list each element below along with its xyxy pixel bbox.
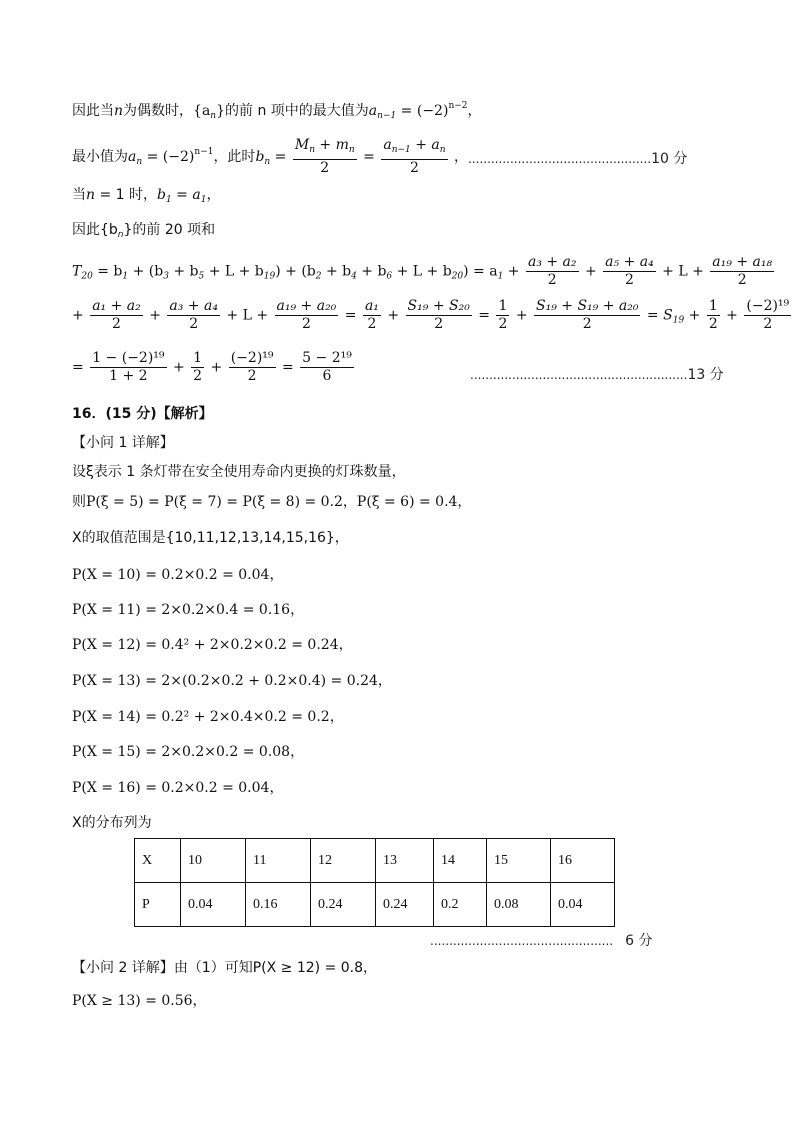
denominator: 2	[193, 368, 203, 384]
sub: 4	[351, 271, 357, 282]
text: =	[72, 359, 89, 376]
table-cell: 0.04	[551, 883, 615, 927]
denominator: 2	[582, 316, 592, 332]
fraction	[275, 298, 339, 333]
var-n: n	[86, 187, 96, 203]
line-1	[72, 100, 482, 121]
numerator: a₁	[364, 298, 379, 314]
table-cell: 0.08	[487, 883, 551, 927]
paragraph: 设ξ表示 1 条灯带在安全使用寿命内更换的灯珠数量，	[72, 464, 406, 480]
fraction	[381, 137, 447, 177]
distribution-table	[134, 838, 615, 927]
denominator: 2	[498, 316, 508, 332]
sub: 1	[200, 195, 207, 205]
numerator: 1	[498, 298, 508, 314]
numerator: S₁₉ + S₁₉ + a₂₀	[536, 298, 639, 314]
numerator: a₅ + a₄	[605, 254, 654, 270]
denominator: 2	[737, 272, 747, 288]
sub: 6	[386, 271, 393, 282]
table-cell: 11	[246, 839, 311, 883]
text: 的前 n 项中的最大值为	[225, 103, 369, 119]
sub: n−1	[391, 145, 411, 155]
dots: ................................................	[468, 152, 652, 166]
numerator: 1	[193, 350, 203, 366]
text: ，	[454, 149, 468, 165]
subquestion-2	[72, 957, 377, 977]
denominator: 6	[322, 368, 332, 384]
score: 10 分	[651, 151, 688, 167]
denominator: 2	[409, 160, 419, 176]
text: 为偶数时，	[123, 103, 194, 119]
text: }的前 20 项和	[123, 222, 216, 238]
prob-line: P(X = 13) = 2×(0.2×0.2 + 0.2×0.4) = 0.24，	[72, 673, 392, 689]
prob-line: P(X = 15) = 2×0.2×0.2 = 0.08，	[72, 744, 305, 760]
prob-line: P(X = 16) = 0.2×0.2 = 0.04，	[72, 780, 284, 796]
text: + L +	[221, 307, 273, 324]
paragraph: X的分布列为	[72, 815, 152, 831]
sub: n−1	[377, 111, 397, 121]
denominator: 2	[763, 316, 773, 332]
fraction	[603, 254, 656, 289]
fraction	[167, 298, 220, 333]
table-cell: 10	[181, 839, 246, 883]
fraction	[744, 298, 791, 333]
text: ，此时	[213, 149, 256, 165]
text: = (−2)	[142, 149, 195, 165]
text: a	[383, 137, 392, 153]
text: + L +	[657, 263, 709, 280]
prob-line: P(X = 10) = 0.2×0.2 = 0.04，	[72, 567, 284, 583]
var-n: n	[114, 103, 124, 119]
sub: 19	[263, 271, 276, 282]
fraction	[300, 350, 354, 385]
sub: 3	[163, 271, 169, 282]
numerator: 1 − (−2)¹⁹	[92, 350, 165, 366]
sub: 1	[122, 271, 129, 282]
sub: 19	[672, 315, 685, 326]
dots: .........................................................	[470, 368, 688, 382]
score-dots	[430, 930, 652, 950]
text: 最小值为	[72, 149, 128, 165]
table-row	[135, 839, 615, 883]
table-cell: 14	[434, 839, 487, 883]
table-cell: X	[135, 839, 181, 883]
fraction	[90, 298, 143, 333]
sub: n	[210, 111, 217, 121]
sub: 1	[166, 195, 172, 205]
table-cell: 16	[551, 839, 615, 883]
denominator: 2	[434, 316, 444, 332]
text: + a	[410, 137, 440, 153]
fraction	[534, 298, 640, 333]
score: 13 分	[687, 367, 724, 383]
text: = (−2)	[396, 103, 449, 119]
fraction	[229, 350, 276, 385]
text: ，	[206, 187, 221, 203]
numerator: 1	[708, 298, 718, 314]
fraction	[90, 350, 166, 385]
denominator: 2	[112, 316, 121, 332]
sub: n	[309, 145, 315, 155]
table-cell: 0.24	[376, 883, 434, 927]
subquestion-1-title: 【小问 1 详解】	[72, 435, 174, 451]
text: + L + b	[392, 263, 452, 280]
sup: n−1	[194, 147, 214, 157]
score-dots	[468, 148, 687, 168]
text: ，	[467, 103, 482, 119]
text: ) + (b	[275, 263, 316, 280]
line-4	[72, 219, 215, 240]
table-cell: 12	[311, 839, 376, 883]
sub: 2	[315, 271, 322, 282]
line-3	[72, 184, 220, 205]
prob-line: P(X = 11) = 2×0.2×0.4 = 0.16，	[72, 602, 305, 618]
numerator: (−2)¹⁹	[230, 350, 274, 366]
sup: n−2	[448, 101, 468, 111]
numerator: 5 − 2¹⁹	[302, 350, 352, 366]
denominator: 2	[301, 316, 311, 332]
dots: ................................................	[430, 934, 614, 948]
sub: 5	[198, 271, 205, 282]
numerator: a₁₉ + a₁₈	[712, 254, 773, 270]
text: + L + b	[204, 263, 264, 280]
section-title: 16．(15 分)【解析】	[72, 406, 213, 422]
denominator: 2	[320, 160, 330, 176]
text: ) = a	[463, 263, 498, 280]
text: +	[503, 263, 524, 280]
fraction	[406, 298, 472, 333]
sub: n	[348, 145, 355, 155]
paragraph: X的取值范围是{10,11,12,13,14,15,16}，	[72, 530, 349, 546]
fraction	[526, 254, 579, 289]
text: + b	[321, 263, 352, 280]
text: =	[340, 307, 361, 324]
subquestion-2-title: 【小问 2 详解】	[72, 960, 174, 976]
text: =	[473, 307, 495, 324]
sub: n	[439, 145, 446, 155]
line-7: = $\frac{\text{1 − (−2)¹⁹}}{1 + 2}$ + $\frac{1}{2}$ + $\frac{\text{(−2)¹⁹}}{2}$ = $\frac{\text{5 − 2¹⁹}}{6}$	[72, 350, 352, 384]
numerator: (−2)¹⁹	[746, 298, 790, 314]
denominator: 2	[708, 316, 718, 332]
numerator: a₃ + a₂	[527, 254, 577, 270]
var-b: b	[255, 149, 265, 165]
denominator: 2	[547, 272, 557, 288]
table-cell: 0.2	[434, 883, 487, 927]
score: 6 分	[625, 933, 653, 949]
sub: n	[264, 157, 271, 167]
text: + (b	[128, 263, 164, 280]
sub: n	[136, 157, 143, 167]
text: 当	[72, 187, 86, 203]
text: T	[72, 263, 82, 280]
table-row	[135, 883, 615, 927]
fraction	[191, 350, 204, 385]
paragraph: 则P(ξ = 5) = P(ξ = 7) = P(ξ = 8) = 0.2，P(ξ = 6) = 0.4，	[72, 494, 472, 510]
text: = 1 时，	[95, 187, 158, 203]
text: =	[270, 149, 291, 165]
var-b: b	[157, 187, 166, 203]
text: +	[580, 263, 602, 280]
table-cell: 15	[487, 839, 551, 883]
table-cell: P	[135, 883, 181, 927]
text: 因此{b	[72, 222, 118, 238]
table-cell: 0.24	[311, 883, 376, 927]
sub: 1	[497, 271, 504, 282]
sub: n	[117, 230, 124, 240]
fraction	[496, 298, 509, 333]
line-5	[72, 254, 776, 289]
fraction	[293, 137, 357, 177]
denominator: 2	[247, 368, 257, 384]
text: {a	[193, 103, 211, 119]
prob-line: P(X ≥ 13) = 0.56，	[72, 993, 207, 1009]
text: + b	[168, 263, 199, 280]
var-a: a	[128, 149, 137, 165]
line-6: + $\frac{\text{a₁ + a₂}}{2}$ + $\frac{\text{a₃ + a₄}}{2}$ + L + $\frac{\text{a₁₉ + a₂₀}}{2}$ = $\frac{\text{a₁}}{2}$ + $\frac{\text{S₁₉ + S₂₀}}{2}$ = $\frac{1}{2}$ + $\frac{\text{S₁₉ + S₁₉ + a₂₀}}{2}$ = $S_{19}$ + $\frac{1}{2}$ + $\frac{\text{(−2)¹⁹}}{2}$	[72, 298, 790, 332]
score-dots	[470, 364, 724, 384]
text: 由（1）可知P(X ≥ 12) = 0.8，	[173, 960, 378, 976]
denominator: 2	[367, 316, 377, 332]
text: + m	[314, 137, 349, 153]
text: =	[363, 149, 380, 165]
table-cell: 13	[376, 839, 434, 883]
denominator: 1 + 2	[109, 368, 148, 384]
fraction	[363, 298, 381, 333]
fraction	[710, 254, 774, 289]
denominator: 2	[624, 272, 634, 288]
table-cell: 0.04	[181, 883, 246, 927]
fraction	[707, 298, 720, 333]
text: = a	[171, 187, 201, 203]
text: +	[72, 307, 89, 324]
text: + b	[356, 263, 387, 280]
numerator: S₁₉ + S₂₀	[407, 298, 470, 314]
line-2	[72, 137, 468, 177]
text: M	[294, 137, 310, 153]
text: }	[216, 103, 226, 119]
table-cell: 0.16	[246, 883, 311, 927]
prob-line: P(X = 14) = 0.2² + 2×0.4×0.2 = 0.2，	[72, 709, 344, 725]
text: =	[642, 307, 664, 324]
denominator: 2	[189, 316, 199, 332]
sub: 20	[451, 271, 464, 282]
text: 因此当	[72, 103, 114, 119]
var-a: a	[368, 103, 378, 119]
numerator: a₁₉ + a₂₀	[276, 298, 337, 314]
numerator: a₁ + a₂	[92, 298, 141, 314]
text: S	[663, 307, 673, 324]
prob-line: P(X = 12) = 0.4² + 2×0.2×0.2 = 0.24，	[72, 637, 353, 653]
numerator: a₃ + a₄	[169, 298, 218, 314]
sub: 20	[81, 271, 93, 282]
text: = b	[92, 263, 123, 280]
